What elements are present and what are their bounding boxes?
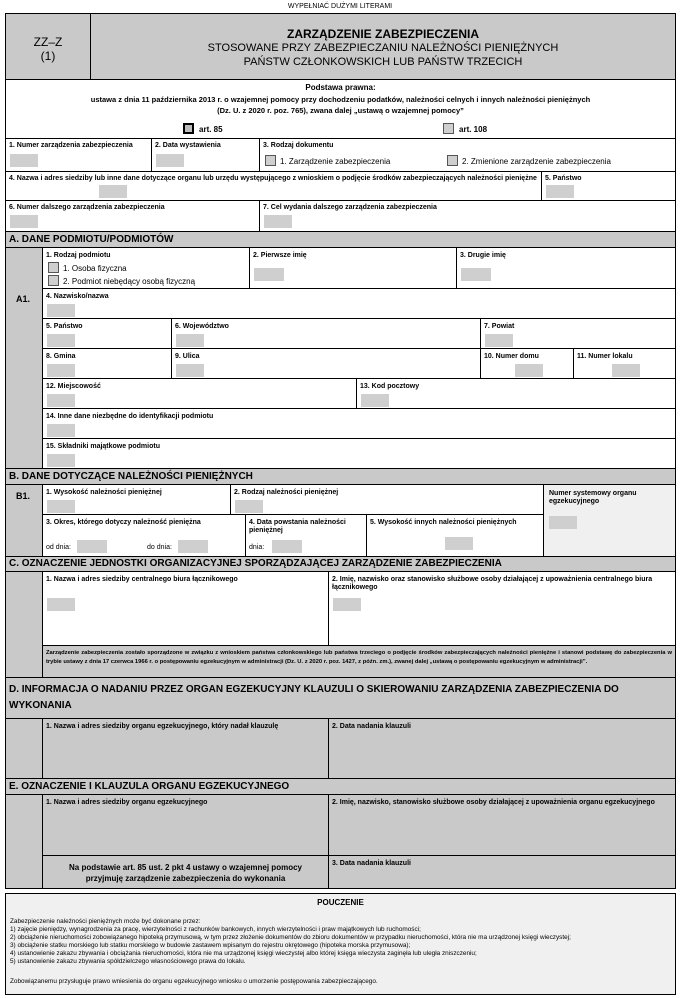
field-5-label: 5. Państwo [545, 175, 582, 182]
section-d-title: D. INFORMACJA O NADANIU PRZEZ ORGAN EGZEKUCYJNY KLAUZULI O SKIEROWANIU ZARZĄDZENIA ZABEZPIECZENIA DO WYKONANIA [9, 684, 619, 711]
a9-input[interactable] [176, 364, 204, 377]
doc-type-1-label: 1. Zarządzenie zabezpieczenia [280, 157, 391, 166]
section-d-side [5, 718, 43, 779]
section-a-header [5, 231, 676, 248]
b5-box [366, 514, 544, 557]
field-4-input[interactable] [99, 185, 127, 198]
a4-label: 4. Nazwisko/nazwa [46, 293, 109, 300]
a7-input[interactable] [485, 334, 513, 347]
a1-box [42, 247, 250, 289]
b2-input[interactable] [235, 500, 263, 513]
a2-input[interactable] [254, 268, 284, 281]
notice-item-1: 1) zajęcie pieniędzy, wynagrodzenia za pracę, wierzytelności z rachunków bankowych, innych wierzytelności i praw majątkowych lub ruchomości; [10, 926, 421, 933]
field-4-box [5, 171, 542, 201]
c1-box [42, 571, 329, 646]
a2-box [249, 247, 457, 289]
a3-box [456, 247, 676, 289]
a13-label: 13. Kod pocztowy [360, 383, 420, 390]
notice-footer: Zobowiązanemu przysługuje prawo wniesienia do organu egzekucyjnego wniosku o umorzenie postępowania zabezpieczającego. [10, 978, 378, 985]
a11-label: 11. Numer lokalu [577, 353, 633, 360]
a15-box [42, 438, 676, 469]
b5-input[interactable] [445, 537, 473, 550]
form-title-box [90, 13, 676, 80]
b4-day-label: dnia: [249, 544, 265, 551]
b4-input[interactable] [272, 540, 302, 553]
a4-input[interactable] [47, 304, 75, 317]
a12-box [42, 378, 357, 409]
section-b-side [5, 484, 43, 557]
a5-box [42, 318, 172, 349]
form-code-box [5, 13, 91, 80]
field-3-box [259, 138, 676, 172]
field-7-input[interactable] [264, 215, 292, 228]
legal-basis-line-2: (Dz. U. z 2020 r. poz. 765), zwana dalej „ustawą o wzajemnej pomocy” [217, 106, 464, 115]
a12-input[interactable] [47, 394, 75, 407]
e2-box [328, 794, 676, 856]
person-natural-checkbox[interactable] [48, 262, 59, 273]
form-title: ZARZĄDZENIE ZABEZPIECZENIA [287, 27, 479, 41]
c2-input[interactable] [333, 598, 361, 611]
d1-label: 1. Nazwa i adres siedziby organu egzekucyjnego, który nadał klauzulę [46, 723, 279, 730]
art-85-label: art. 85 [199, 125, 223, 134]
e2-label: 2. Imię, nazwisko, stanowisko służbowe osoby działającej z upoważnienia organu egzekucyjnego [332, 799, 655, 806]
section-c-note-box [42, 645, 676, 678]
a15-label: 15. Składniki majątkowe podmiotu [46, 443, 160, 450]
b3-label: 3. Okres, którego dotyczy należność pieniężna [46, 519, 201, 526]
notice-item-4: 4) ustanowienie zakazu zbywania i obciążania nieruchomości, która nie ma urządzonej księgi wieczystej albo której księga wieczysta zaginęła lub uległa zniszczeniu; [10, 950, 477, 957]
b1-input[interactable] [47, 500, 75, 513]
a3-input[interactable] [461, 268, 491, 281]
a13-box [356, 378, 676, 409]
c2-label: 2. Imię, nazwisko oraz stanowisko służbowe osoby działającej z upoważnienia centralnego biura łącznikowego [332, 576, 653, 591]
field-6-box [5, 200, 260, 232]
section-e-title: E. OZNACZENIE I KLAUZULA ORGANU EGZEKUCYJNEGO [9, 781, 290, 792]
notice-intro: Zabezpieczenie należności pieniężnych może być dokonane przez: [10, 918, 201, 925]
a14-box [42, 408, 676, 439]
a12-label: 12. Miejscowość [46, 383, 101, 390]
section-b-title: B. DANE DOTYCZĄCE NALEŻNOŚCI PIENIĘŻNYCH [9, 471, 253, 482]
c1-input[interactable] [47, 598, 75, 611]
section-a-side [5, 247, 43, 469]
a10-box [480, 348, 574, 379]
a11-box [573, 348, 676, 379]
legal-basis-title: Podstawa prawna: [305, 83, 376, 92]
person-legal-checkbox[interactable] [48, 275, 59, 286]
field-5-input[interactable] [546, 185, 574, 198]
legal-basis-box [5, 79, 676, 139]
a10-label: 10. Numer domu [484, 353, 539, 360]
a4-box [42, 288, 676, 319]
system-number-input[interactable] [549, 516, 577, 529]
notice-item-3: 3) obciążenie statku morskiego lub statku morskiego w budowie zastawem wpisanym do rejestru okrętowego (hipoteka morska przymusowa); [10, 942, 411, 949]
e3-label: 3. Data nadania klauzuli [332, 860, 411, 867]
a5-label: 5. Państwo [46, 323, 83, 330]
a6-input[interactable] [176, 334, 204, 347]
d2-label: 2. Data nadania klauzuli [332, 723, 411, 730]
e3-box [328, 855, 676, 889]
form-subtitle-1: STOSOWANE PRZY ZABEZPIECZANIU NALEŻNOŚCI PIENIĘŻNYCH [207, 42, 559, 54]
e-clause-line-1: Na podstawie art. 85 ust. 2 pkt 4 ustawy o wzajemnej pomocy [69, 863, 302, 872]
person-legal-label: 2. Podmiot niebędący osobą fizyczną [63, 277, 196, 286]
a2-label: 2. Pierwsze imię [253, 252, 307, 259]
system-number-label: Numer systemowy organu egzekucyjnego [549, 490, 637, 505]
field-1-input[interactable] [10, 154, 38, 167]
field-3-label: 3. Rodzaj dokumentu [263, 142, 334, 149]
a3-label: 3. Drugie imię [460, 252, 506, 259]
c2-box [328, 571, 676, 646]
field-7-box [259, 200, 676, 232]
art-108-label: art. 108 [459, 125, 488, 134]
legal-basis-line-1: ustawa z dnia 11 października 2013 r. o wzajemnej pomocy przy dochodzeniu podatków, należności celnych i innych należności pieniężnych [90, 95, 591, 104]
a8-label: 8. Gmina [46, 353, 76, 360]
art-108-checkbox[interactable] [443, 123, 454, 134]
section-c-side [5, 571, 43, 678]
a8-input[interactable] [47, 364, 75, 377]
e1-box [42, 794, 329, 856]
section-b-header [5, 468, 676, 485]
b1-box [42, 484, 231, 515]
a8-box [42, 348, 172, 379]
b4-label: 4. Data powstania należności pieniężnej [249, 519, 346, 534]
field-6-input[interactable] [10, 215, 38, 228]
section-c-header [5, 556, 676, 572]
notice-title: POUCZENIE [317, 898, 364, 907]
a1-label: 1. Rodzaj podmiotu [46, 252, 111, 259]
section-b-marker: B1. [16, 491, 31, 501]
field-2-input[interactable] [156, 154, 184, 167]
b3-to-input[interactable] [178, 540, 208, 553]
b2-label: 2. Rodzaj należności pieniężnej [234, 489, 339, 496]
a15-input[interactable] [47, 454, 75, 467]
notice-box [5, 893, 676, 995]
field-2-label: 2. Data wystawienia [155, 142, 221, 149]
d2-box [328, 718, 676, 779]
a5-input[interactable] [47, 334, 75, 347]
b3-from-label: od dnia: [46, 544, 71, 551]
section-c-title: C. OZNACZENIE JEDNOSTKI ORGANIZACYJNEJ SPORZĄDZAJĄCEJ ZARZĄDZENIE ZABEZPIECZENIA [9, 558, 502, 569]
a10-input[interactable] [515, 364, 543, 377]
d1-box [42, 718, 329, 779]
section-d-header [5, 677, 676, 719]
field-1-box [5, 138, 152, 172]
doc-type-1-checkbox[interactable] [265, 155, 276, 166]
field-5-box [541, 171, 676, 201]
system-number-box [543, 484, 676, 557]
field-6-label: 6. Numer dalszego zarządzenia zabezpieczenia [9, 204, 165, 211]
section-e-side [5, 794, 43, 889]
notice-item-2: 2) obciążenie nieruchomości zobowiązanego hipoteką przymusową, w tym przez złożenie dokumentów do zbioru dokumentów w przypadku nieruchomości, która nie ma urządzonej księgi wieczystej; [10, 934, 571, 941]
field-1-label: 1. Numer zarządzenia zabezpieczenia [9, 142, 133, 149]
b1-label: 1. Wysokość należności pieniężnej [46, 489, 162, 496]
e1-label: 1. Nazwa i adres siedziby organu egzekucyjnego [46, 799, 208, 806]
a11-input[interactable] [612, 364, 640, 377]
section-a-marker: A1. [16, 294, 31, 304]
form-code-number: (1) [40, 49, 56, 63]
form-subtitle-2: PAŃSTW CZŁONKOWSKICH LUB PAŃSTW TRZECICH [243, 56, 523, 68]
a9-box [171, 348, 481, 379]
doc-type-2-label: 2. Zmienione zarządzenie zabezpieczenia [462, 157, 611, 166]
b3-box [42, 514, 246, 557]
b2-box [230, 484, 544, 515]
c1-label: 1. Nazwa i adres siedziby centralnego biura łącznikowego [46, 576, 238, 583]
a7-box [480, 318, 676, 349]
b3-from-input[interactable] [77, 540, 107, 553]
field-7-label: 7. Cel wydania dalszego zarządzenia zabezpieczenia [263, 204, 437, 211]
field-4-label: 4. Nazwa i adres siedziby lub inne dane dotyczące organu lub urzędu występującego z wnioskiem o podjęcie środków zabezpieczających należności pieniężne [9, 175, 537, 182]
a13-input[interactable] [361, 394, 389, 407]
b3-to-label: do dnia: [147, 544, 172, 551]
a9-label: 9. Ulica [175, 353, 200, 360]
notice-item-5: 5) ustanowienie zakazu zbywania spółdzielczego własnościowego prawa do lokalu. [10, 958, 246, 965]
a6-label: 6. Województwo [175, 323, 229, 330]
section-a-title: A. DANE PODMIOTU/PODMIOTÓW [9, 234, 174, 245]
section-e-header [5, 778, 676, 795]
b5-label: 5. Wysokość innych należności pieniężnych [370, 519, 517, 526]
top-note: WYPEŁNIAĆ DUŻYMI LITERAMI [287, 3, 393, 10]
doc-type-2-checkbox[interactable] [447, 155, 458, 166]
a6-box [171, 318, 481, 349]
person-natural-label: 1. Osoba fizyczna [63, 264, 127, 273]
a14-label: 14. Inne dane niezbędne do identyfikacji podmiotu [46, 413, 214, 420]
art-85-checkbox[interactable] [183, 123, 194, 134]
a14-input[interactable] [47, 424, 75, 437]
form-code: ZZ–Z [33, 35, 63, 49]
b4-box [245, 514, 367, 557]
a7-label: 7. Powiat [484, 323, 515, 330]
e-clause-box [42, 855, 329, 889]
section-c-note: Zarządzenie zabezpieczenia zostało sporządzone w związku z wnioskiem państwa członkowskiego lub państwa trzeciego o podjęcie środków zabezpieczających należności pieniężne i stanowi podstawę do zabezpieczenia w trybie ustawy z dnia 17 czerwca 1966 r. o postępowaniu egzekucyjnym w administracji (Dz. U. z 2020 r. poz. 1427, z późn. zm.), zwanej dalej „ustawą o postępowaniu egzekucyjnym w administracji”. [46, 650, 672, 665]
e-clause-line-2: przyjmuję zarządzenie zabezpieczenia do wykonania [85, 874, 286, 883]
field-2-box [151, 138, 260, 172]
